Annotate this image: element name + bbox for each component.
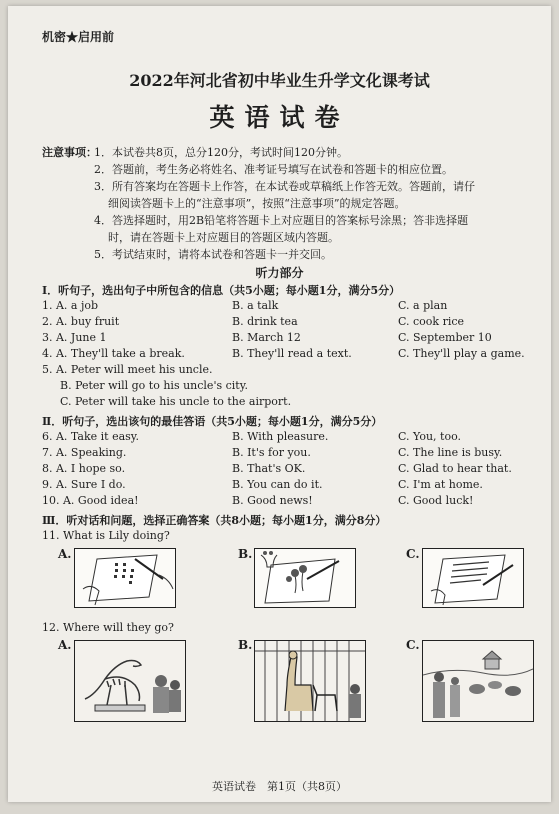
q11-question: 11. What is Lily doing?	[42, 529, 170, 542]
notice-item-3: 3．所有答案均在答题卡上作答，在本试卷或草稿纸上作答无效。答题前，请仔	[94, 180, 475, 193]
part2-heading: Ⅱ．听句子，选出该句的最佳答语（共5小题；每小题1分，满分5分）	[42, 415, 383, 428]
q11-label-c: C.	[406, 547, 420, 561]
q7-option-a: 7. A. Speaking.	[42, 446, 127, 459]
question-row-2	[42, 315, 522, 331]
q11-picture-a	[74, 548, 176, 608]
q9-option-c: C. I'm at home.	[398, 478, 483, 491]
q4-option-a: 4. A. They'll take a break.	[42, 347, 185, 360]
q6-option-a: 6. A. Take it easy.	[42, 430, 140, 443]
q2-option-b: B. drink tea	[232, 315, 298, 328]
question-row-8	[42, 462, 522, 478]
q9-option-a: 9. A. Sure I do.	[42, 478, 126, 491]
part3-heading: Ⅲ．听对话和问题，选择正确答案（共8小题；每小题1分，满分8分）	[42, 514, 387, 527]
drawing-flowers-illustration	[255, 549, 355, 607]
q10-option-b: B. Good news!	[232, 494, 313, 507]
notice-item-4: 4．答选择题时，用2B铅笔将答题卡上对应题目的答案标号涂黑；答非选择题	[94, 214, 469, 227]
notice-item-1: 1．本试卷共8页，总分120分，考试时间120分钟。	[94, 146, 348, 159]
question-row-7	[42, 446, 522, 462]
farm-animals-illustration	[423, 641, 533, 721]
writing-chinese-illustration	[75, 549, 175, 607]
q4-option-c: C. They'll play a game.	[398, 347, 525, 360]
q10-option-c: C. Good luck!	[398, 494, 474, 507]
q10-option-a: 10. A. Good idea!	[42, 494, 139, 507]
q12-label-a: A.	[58, 638, 72, 652]
q11-label-b: B.	[238, 547, 253, 561]
question-row-4	[42, 347, 525, 363]
q3-option-c: C. September 10	[398, 331, 492, 344]
zoo-giraffe-illustration	[255, 641, 365, 721]
notice-item-3-cont: 细阅读答题卡上的“注意事项”，按照“注意事项”的规定答题。	[108, 197, 406, 210]
q6-option-b: B. With pleasure.	[232, 430, 329, 443]
q3-option-b: B. March 12	[232, 331, 301, 344]
q8-option-c: C. Glad to hear that.	[398, 462, 512, 475]
q8-option-a: 8. A. I hope so.	[42, 462, 126, 475]
q6-option-c: C. You, too.	[398, 430, 461, 443]
notice-label: 注意事项：	[42, 146, 97, 159]
q4-option-b: B. They'll read a text.	[232, 347, 352, 360]
exam-subtitle: 英语试卷	[209, 103, 350, 132]
q8-option-b: B. That's OK.	[232, 462, 306, 475]
confidential-mark: 机密★启用前	[42, 30, 115, 44]
notice-item-2: 2．答题前，考生务必将姓名、准考证号填写在试卷和答题卡的相应位置。	[94, 163, 453, 176]
q5-option-b: B. Peter will go to his uncle's city.	[60, 379, 248, 392]
q11-label-a: A.	[58, 547, 72, 561]
q5-option-c: C. Peter will take his uncle to the airport.	[60, 395, 292, 408]
q3-option-a: 3. A. June 1	[42, 331, 107, 344]
q12-picture-c	[422, 640, 534, 722]
exam-page	[8, 6, 551, 802]
question-row-1	[42, 299, 522, 315]
q12-picture-a	[74, 640, 186, 722]
q2-option-a: 2. A. buy fruit	[42, 315, 120, 328]
q7-option-b: B. It's for you.	[232, 446, 311, 459]
question-row-3	[42, 331, 522, 347]
q2-option-c: C. cook rice	[398, 315, 465, 328]
q5-option-a: 5. A. Peter will meet his uncle.	[42, 363, 213, 376]
q9-option-b: B. You can do it.	[232, 478, 323, 491]
q1-option-c: C. a plan	[398, 299, 448, 312]
q1-option-b: B. a talk	[232, 299, 279, 312]
q7-option-c: C. The line is busy.	[398, 446, 503, 459]
exam-title: 2022年河北省初中毕业生升学文化课考试	[129, 71, 430, 90]
question-row-10	[42, 494, 522, 510]
notice-item-5: 5．考试结束时，请将本试卷和答题卡一并交回。	[94, 248, 332, 261]
q11-picture-b	[254, 548, 356, 608]
q12-picture-b	[254, 640, 366, 722]
writing-english-illustration	[423, 549, 523, 607]
listening-section-title: 听力部分	[255, 266, 304, 280]
part1-heading: Ⅰ．听句子，选出句子中所包含的信息（共5小题；每小题1分，满分5分）	[42, 284, 401, 297]
question-row-9	[42, 478, 522, 494]
dinosaur-museum-illustration	[75, 641, 185, 721]
question-row-6	[42, 430, 522, 446]
q12-label-c: C.	[406, 638, 420, 652]
notice-item-4-cont: 时，请在答题卡上对应题目的答题区域内答题。	[108, 231, 339, 244]
q12-question: 12. Where will they go?	[42, 621, 174, 634]
q1-option-a: 1. A. a job	[42, 299, 99, 312]
page-footer: 英语试卷 第1页（共8页）	[212, 780, 347, 793]
q11-picture-c	[422, 548, 524, 608]
q12-label-b: B.	[238, 638, 253, 652]
